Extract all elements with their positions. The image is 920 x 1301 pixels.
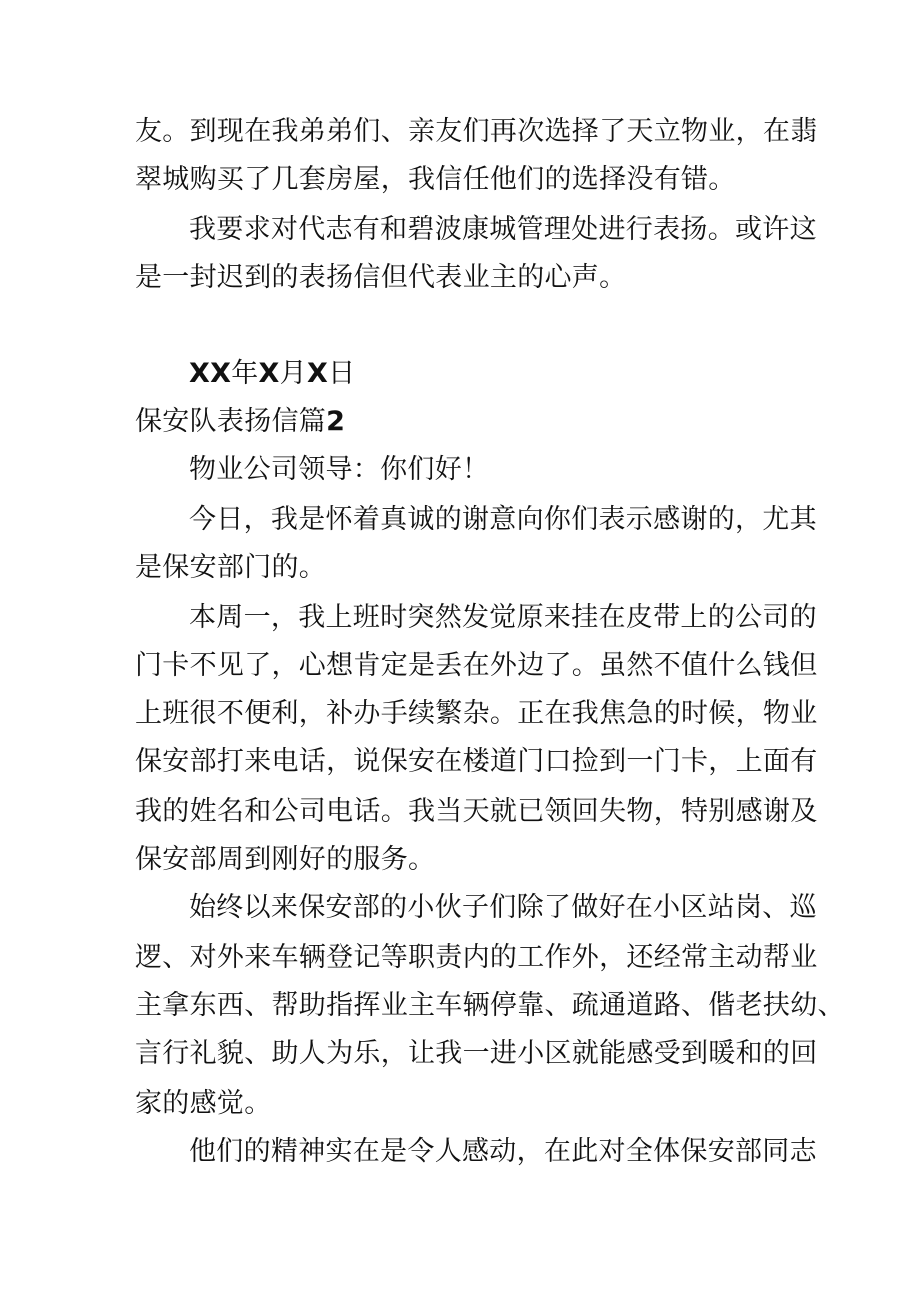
date-month-char: 月	[279, 358, 307, 389]
text-line: 是保安部门的。	[135, 552, 327, 583]
date-day-char: 日	[328, 358, 356, 389]
section-title	[135, 404, 345, 440]
salutation: 物业公司领导：你们好！	[189, 454, 490, 485]
text-line: 家的感觉。	[135, 1088, 272, 1119]
text-line: 保安部打来电话，说保安在楼道门口捡到一门卡，上面有	[135, 746, 818, 777]
text-line: 我要求对代志有和碧波康城管理处进行表扬。或许这	[189, 214, 817, 245]
text-line: 言行礼貌、助人为乐，让我一进小区就能感受到暖和的回	[135, 1038, 818, 1069]
section-title-number: 2	[326, 406, 346, 437]
text-line: 主拿东西、帮助指挥业主车辆停靠、疏通道路、偕老扶幼、	[135, 990, 845, 1021]
section-title-text: 保安队表扬信篇	[135, 406, 327, 437]
date-year-char: 年	[231, 358, 259, 389]
text-line: 始终以来保安部的小伙子们除了做好在小区站岗、巡	[189, 892, 817, 923]
text-line: 我的姓名和公司电话。我当天就已领回失物，特别感谢及	[135, 796, 818, 827]
date-year: XX	[189, 358, 232, 389]
text-line: 友。到现在我弟弟们、亲友们再次选择了天立物业，在翡	[135, 116, 818, 147]
text-line: 今日，我是怀着真诚的谢意向你们表示感谢的，尤其	[189, 504, 817, 535]
text-line: 翠城购买了几套房屋，我信任他们的选择没有错。	[135, 164, 736, 195]
date-month: X	[258, 358, 280, 389]
text-line: 本周一，我上班时突然发觉原来挂在皮带上的公司的	[189, 602, 817, 633]
date-line	[189, 356, 355, 392]
text-line: 上班很不便利，补办手续繁杂。正在我焦急的时候，物业	[135, 698, 818, 729]
text-line: 是一封迟到的表扬信但代表业主的心声。	[135, 262, 627, 293]
text-line: 逻、对外来车辆登记等职责内的工作外，还经常主动帮业	[135, 942, 818, 973]
date-day: X	[306, 358, 329, 389]
text-line: 门卡不见了，心想肯定是丢在外边了。虽然不值什么钱但	[135, 650, 818, 681]
text-line: 他们的精神实在是令人感动，在此对全体保安部同志	[189, 1136, 817, 1167]
text-line: 保安部周到刚好的服务。	[135, 844, 436, 875]
